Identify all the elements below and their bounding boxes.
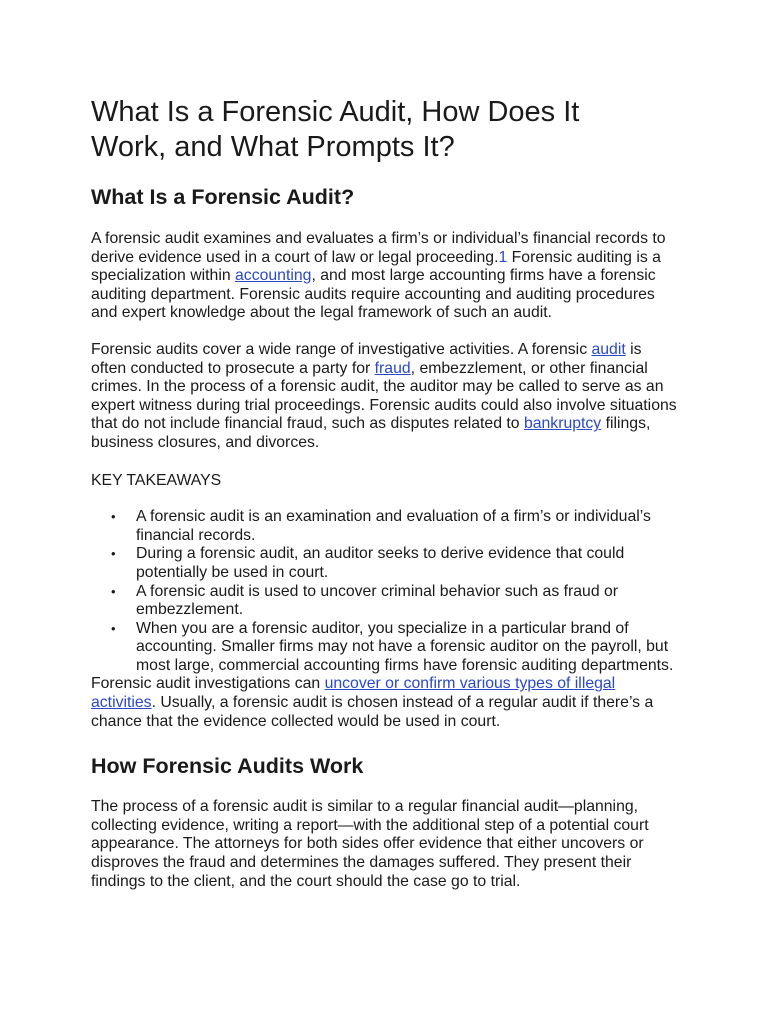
text-span: specialization within — [91, 267, 236, 285]
text-line: potentially be used in court. — [136, 563, 329, 581]
page-title — [91, 95, 691, 165]
text-span: that do not include financial fraud, such as disputes related to — [91, 415, 524, 433]
text-line: During a forensic audit, an auditor seeks to derive evidence that could — [136, 545, 625, 563]
paragraph-process — [91, 798, 691, 891]
text-line: crimes. In the process of a forensic audit, the auditor may be called to serve as an — [91, 378, 664, 396]
text-span: often conducted to prosecute a party for — [91, 359, 375, 377]
text-line: chance that the evidence collected would be used in court. — [91, 712, 501, 730]
audit-link[interactable]: audit — [591, 340, 626, 358]
paragraph-investigations — [91, 675, 691, 731]
key-takeaways-label: KEY TAKEAWAYS — [91, 471, 222, 489]
text-span: derive evidence used in a court of law or legal proceeding. — [91, 248, 499, 266]
paragraph-intro — [91, 230, 691, 323]
text-line: collecting evidence, writing a report—with the additional step of a potential court — [91, 816, 649, 834]
text-span: . Usually, a forensic audit is chosen instead of a regular audit if there’s a — [151, 694, 654, 712]
text-line: A forensic audit is an examination and evaluation of a firm’s or individual’s — [136, 508, 651, 526]
section-heading-what-is: What Is a Forensic Audit? — [91, 185, 355, 209]
text-line: When you are a forensic auditor, you specialize in a particular brand of — [136, 619, 629, 637]
text-span: , embezzlement, or other financial — [410, 359, 648, 377]
text-line: findings to the client, and the court should the case go to trial. — [91, 872, 521, 890]
text-line — [91, 249, 691, 268]
bankruptcy-link[interactable]: bankruptcy — [523, 415, 602, 433]
bullet-icon: • — [111, 546, 116, 562]
text-line: appearance. The attorneys for both sides offer evidence that either uncovers or — [91, 835, 644, 853]
title-line: Work, and What Prompts It? — [91, 131, 455, 163]
list-item — [91, 620, 691, 676]
text-line — [91, 341, 691, 360]
key-takeaways-list — [91, 508, 691, 675]
text-line — [91, 415, 691, 434]
text-line: auditing department. Forensic audits require accounting and auditing procedures — [91, 285, 655, 303]
text-span: , and most large accounting firms have a forensic — [311, 267, 656, 285]
bullet-icon: • — [111, 620, 116, 636]
text-line — [91, 267, 691, 286]
text-line: financial records. — [136, 526, 256, 544]
text-span: is — [625, 340, 642, 358]
text-line: embezzlement. — [136, 601, 244, 619]
text-span: Forensic audit investigations can — [91, 675, 325, 693]
text-span: Forensic auditing is a — [507, 248, 661, 266]
article — [91, 95, 691, 891]
illegal-activities-link[interactable]: uncover or confirm various types of illegal — [324, 675, 616, 693]
text-line: A forensic audit examines and evaluates a firm’s or individual’s financial records to — [91, 230, 666, 247]
text-line: and expert knowledge about the legal framework of such an audit. — [91, 304, 553, 322]
fraud-link[interactable]: fraud — [374, 359, 411, 377]
illegal-activities-link-continued[interactable]: activities — [91, 694, 152, 712]
text-line: disproves the fraud and determines the damages suffered. They present their — [91, 854, 632, 872]
text-line: accounting. Smaller firms may not have a forensic auditor on the payroll, but — [136, 638, 669, 656]
list-item — [91, 545, 691, 582]
text-span: filings, — [601, 415, 651, 433]
title-line: What Is a Forensic Audit, How Does It — [91, 96, 580, 128]
paragraph-scope — [91, 341, 691, 453]
section-heading-how-it-works: How Forensic Audits Work — [91, 754, 364, 779]
text-line — [91, 675, 691, 694]
list-item — [91, 508, 691, 545]
text-line: most large, commercial accounting firms have forensic auditing departments. — [136, 656, 674, 674]
bullet-icon: • — [111, 509, 116, 525]
bullet-icon: • — [111, 583, 116, 599]
text-line — [91, 694, 691, 713]
accounting-link[interactable]: accounting — [235, 267, 312, 285]
text-line: The process of a forensic audit is similar to a regular financial audit—planning, — [91, 798, 639, 816]
text-span: Forensic audits cover a wide range of investigative activities. A forensic — [91, 340, 592, 358]
text-line: business closures, and divorces. — [91, 433, 320, 451]
text-line — [91, 360, 691, 379]
list-item — [91, 583, 691, 620]
footnote-ref-link[interactable]: 1 — [498, 248, 508, 266]
text-line: A forensic audit is used to uncover criminal behavior such as fraud or — [136, 582, 619, 600]
text-line: expert witness during trial proceedings. Forensic audits could also involve situations — [91, 396, 677, 414]
